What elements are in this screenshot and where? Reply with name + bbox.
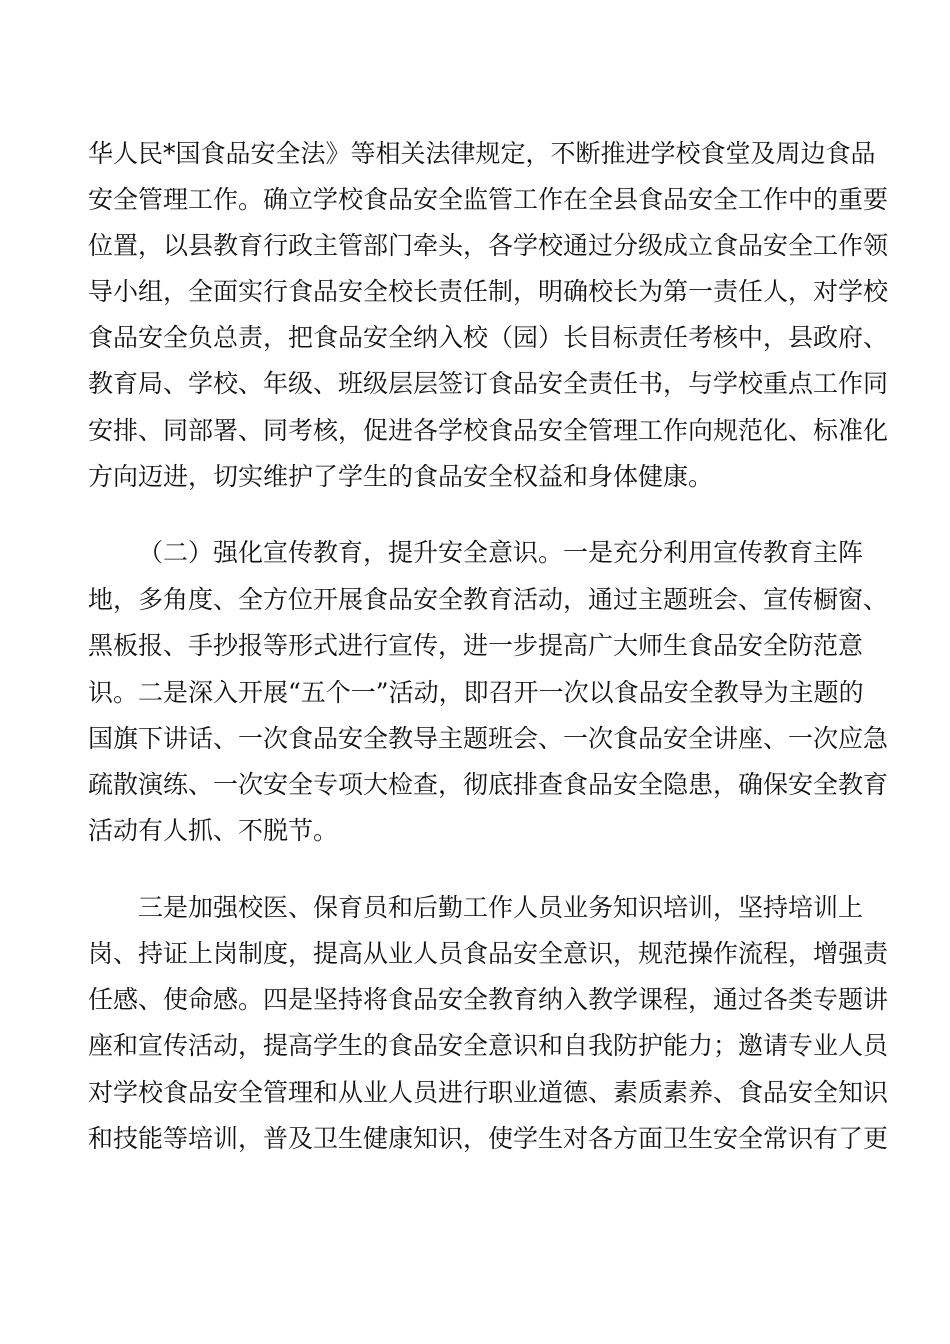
paragraph-1-line-8: 方向迈进，切实维护了学生的食品安全权益和身体健康。 xyxy=(88,462,714,491)
paragraph-1-line-5: 食品安全负总责，把食品安全纳入校（园）长目标责任考核中，县政府、 xyxy=(88,323,889,352)
paragraph-1-line-6: 教育局、学校、年级、班级层层签订食品安全责任书，与学校重点工作同 xyxy=(88,369,889,398)
paragraph-2-line-7: 活动有人抓、不脱节。 xyxy=(88,816,339,845)
paragraph-1-line-3: 位置，以县教育行政主管部门牵头，各学校通过分级成立食品安全工作领 xyxy=(88,231,889,260)
paragraph-3-line-4: 座和宣传活动，提高学生的食品安全意识和自我防护能力；邀请专业人员 xyxy=(88,1031,889,1060)
paragraph-3-line-6: 和技能等培训，普及卫生健康知识，使学生对各方面卫生安全常识有了更 xyxy=(88,1124,889,1153)
paragraph-3-line-3: 任感、使命感。四是坚持将食品安全教育纳入教学课程，通过各类专题讲 xyxy=(88,985,889,1014)
paragraph-2-line-6: 疏散演练、一次安全专项大检查，彻底排查食品安全隐患，确保安全教育 xyxy=(88,770,889,799)
paragraph-2-line-3: 黑板报、手抄报等形式进行宣传，进一步提高广大师生食品安全防范意 xyxy=(88,631,864,660)
paragraph-1-line-2: 安全管理工作。确立学校食品安全监管工作在全县食品安全工作中的重要 xyxy=(88,185,889,214)
paragraph-1-line-1: 华人民*国食品安全法》等相关法律规定，不断推进学校食堂及周边食品 xyxy=(88,139,876,168)
paragraph-2-line-5: 国旗下讲话、一次食品安全教导主题班会、一次食品安全讲座、一次应急 xyxy=(88,724,889,753)
paragraph-2-line-2: 地，多角度、全方位开展食品安全教育活动，通过主题班会、宣传橱窗、 xyxy=(88,585,889,614)
paragraph-3-line-2: 岗、持证上岗制度，提高从业人员食品安全意识，规范操作流程，增强责 xyxy=(88,939,889,968)
paragraph-3-line-5: 对学校食品安全管理和从业人员进行职业道德、素质素养、食品安全知识 xyxy=(88,1078,889,1107)
paragraph-2-line-1: （二）强化宣传教育，提升安全意识。一是充分利用宣传教育主阵 xyxy=(138,538,864,567)
paragraph-1-line-7: 安排、同部署、同考核，促进各学校食品安全管理工作向规范化、标准化 xyxy=(88,416,889,445)
paragraph-1-line-4: 导小组，全面实行食品安全校长责任制，明确校长为第一责任人，对学校 xyxy=(88,277,889,306)
paragraph-2-line-4: 识。二是深入开展“五个一”活动，即召开一次以食品安全教导为主题的 xyxy=(88,678,864,707)
paragraph-3-line-1: 三是加强校医、保育员和后勤工作人员业务知识培训，坚持培训上 xyxy=(138,893,864,922)
